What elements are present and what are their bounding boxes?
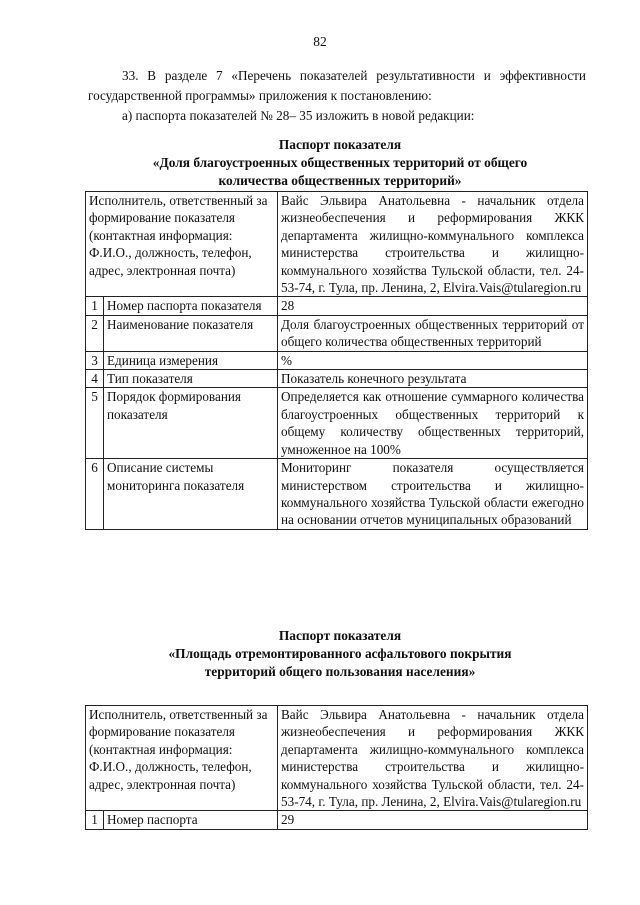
table-row	[86, 459, 588, 530]
page-number: 82	[313, 34, 327, 49]
row-number: 1	[86, 297, 104, 315]
passport-1-title	[60, 136, 620, 190]
row-number: 4	[86, 370, 104, 388]
row-label: Единица измерения	[104, 351, 278, 369]
row-value: Доля благоустроенных общественных территорий от общего количества общественных территорий	[278, 315, 588, 351]
executor-label: Исполнитель, ответственный за формирование показателя (контактная информация: Ф.И.О., должность, телефон, адрес, электронная почта)	[86, 192, 278, 297]
intro-paragraph-1: 33. В разделе 7 «Перечень показателей результативности и эффективности государственной программы» приложения к постановлению:	[88, 68, 586, 103]
passport-2-title	[60, 627, 620, 681]
passport-1-table	[85, 191, 588, 530]
passport-1-title-line-1: Паспорт показателя	[278, 137, 402, 152]
row-value: 28	[278, 297, 588, 315]
row-number: 6	[86, 459, 104, 530]
table-row	[86, 370, 588, 388]
row-number: 2	[86, 315, 104, 351]
executor-value: Вайс Эльвира Анатольевна - начальник отдела жизнеобеспечения и реформирования ЖКК департамента жилищно-коммунального комплекса министерства строительства и жилищно-коммунального хозяйства Тульской области, тел. 24-53-74, г. Тула, пр. Ленина, 2, Elvira.Vais@tularegion.ru	[278, 706, 588, 811]
table-row	[86, 297, 588, 315]
row-label: Описание системы мониторинга показателя	[104, 459, 278, 530]
table-row	[86, 811, 588, 829]
row-label: Наименование показателя	[104, 315, 278, 351]
passport-2-title-line-2: «Площадь отремонтированного асфальтового покрытия	[168, 646, 512, 661]
row-number: 1	[86, 811, 104, 829]
row-number: 5	[86, 388, 104, 459]
executor-value: Вайс Эльвира Анатольевна - начальник отдела жизнеобеспечения и реформирования ЖКК департамента жилищно-коммунального комплекса министерства строительства и жилищно-коммунального хозяйства Тульской области, тел. 24-53-74, г. Тула, пр. Ленина, 2, Elvira.Vais@tularegion.ru	[278, 192, 588, 297]
table-row	[86, 388, 588, 459]
table-row	[86, 192, 588, 297]
passport-1-title-line-2: «Доля благоустроенных общественных территорий от общего	[152, 155, 528, 170]
row-label: Порядок формирования показателя	[104, 388, 278, 459]
row-label: Тип показателя	[104, 370, 278, 388]
row-value: Мониторинг показателя осуществляется министерством строительства и жилищно-коммунального хозяйства Тульской области ежегодно на основании отчетов муниципальных образований	[278, 459, 588, 530]
row-label: Номер паспорта показателя	[104, 297, 278, 315]
passport-2-title-line-1: Паспорт показателя	[278, 628, 402, 643]
passport-2-table	[85, 705, 588, 830]
row-value: Показатель конечного результата	[278, 370, 588, 388]
table-row	[86, 706, 588, 811]
row-value: 29	[278, 811, 588, 829]
row-label: Номер паспорта	[104, 811, 278, 829]
passport-2-title-line-3: территорий общего пользования населения»	[204, 664, 476, 679]
intro-paragraph-2: а) паспорта показателей № 28– 35 изложить в новой редакции:	[122, 108, 475, 123]
row-value: Определяется как отношение суммарного количества благоустроенных общественных территорий к общему количеству общественных территорий, умноженное на 100%	[278, 388, 588, 459]
intro-text	[88, 66, 586, 126]
table-row	[86, 351, 588, 369]
row-number: 3	[86, 351, 104, 369]
table-row	[86, 315, 588, 351]
row-value: %	[278, 351, 588, 369]
passport-1-title-line-3: количества общественных территорий»	[218, 173, 462, 188]
executor-label: Исполнитель, ответственный за формирование показателя (контактная информация: Ф.И.О., должность, телефон, адрес, электронная почта)	[86, 706, 278, 811]
